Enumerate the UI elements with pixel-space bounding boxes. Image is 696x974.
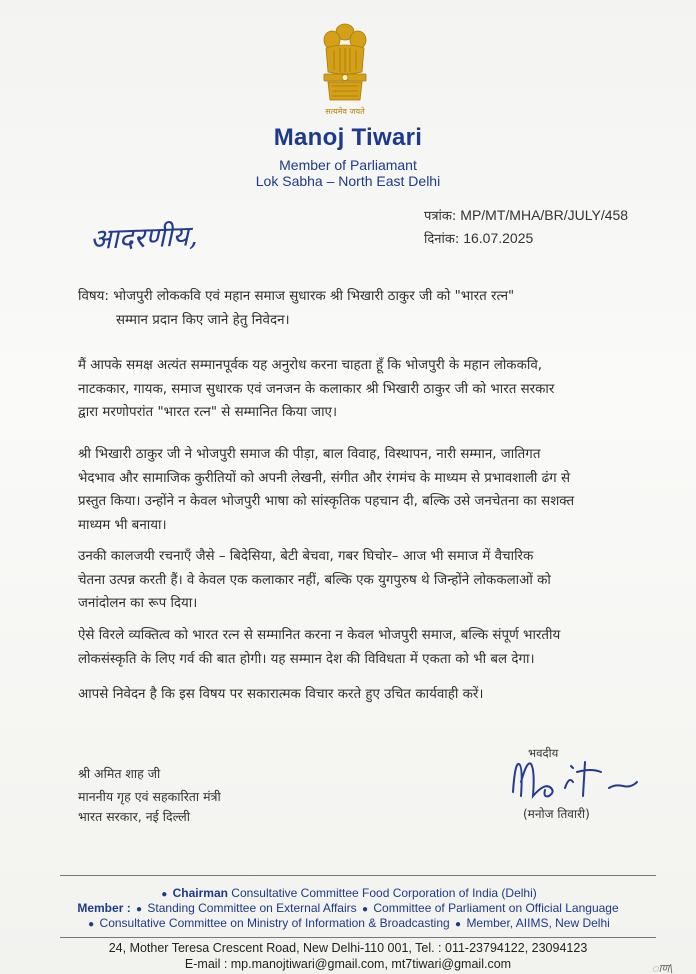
footer-member-item: Standing Committee on External Affairs [147, 901, 357, 915]
office-email: E-mail : mp.manojtiwari@gmail.com, mt7tiwari@gmail.com [184, 957, 512, 971]
paragraph-line: लोकसंस्कृति के लिए गर्व की बात होगी। यह सम्मान देश की विविधता में एकता को भी बल देगा। [78, 651, 535, 667]
bullet-icon: ● [161, 889, 168, 900]
bullet-icon: ● [136, 904, 143, 915]
paragraph-line: प्रस्तुत किया। उन्होंने न केवल भोजपुरी भाषा को सांस्कृतिक पहचान दी, बल्कि उसे जनचेतना का सशक्त [78, 494, 575, 509]
reference-value: MP/MT/MHA/BR/JULY/458 [460, 207, 629, 223]
bullet-icon: ● [455, 919, 462, 930]
body-paragraph-5 [78, 683, 648, 707]
letter-date [424, 229, 533, 247]
subject [78, 285, 648, 332]
paragraph-line: जनांदोलन का रूप दिया। [78, 596, 198, 611]
footer-divider [60, 937, 656, 938]
date-label: दिनांक: [424, 232, 460, 247]
body-paragraph-4 [78, 624, 648, 671]
office-address: 24, Mother Teresa Crescent Road, New Delhi-110 001, Tel. : 011-23794122, 23094123 [108, 941, 588, 955]
addressee-designation: माननीय गृह एवं सहकारिता मंत्री [78, 789, 221, 804]
paragraph-line: ऐसे विरले व्यक्तित्व को भारत रत्न से सम्मानित करना न केवल भोजपुरी समाज, बल्कि संपूर्ण भारतीय [78, 628, 561, 643]
paragraph-line: मैं आपके समक्ष अत्यंत सम्मानपूर्वक यह अनुरोध करना चाहता हूँ कि भोजपुरी के महान लोककवि, [78, 358, 543, 373]
signature-image [505, 752, 690, 810]
footer-chairman-line [0, 886, 696, 900]
footer-member-item: Consultative Committee on Ministry of Information & Broadcasting [99, 916, 450, 930]
closing-yours: भवदीय [528, 746, 559, 760]
paragraph-line: श्री भिखारी ठाकुर जी ने भोजपुरी समाज की पीड़ा, बाल विवाह, विस्थापन, नारी सम्मान, जातिगत [78, 447, 541, 462]
paragraph-line: नाटककार, गायक, समाज सुधारक एवं जनजन के कलाकार श्री भिखारी ठाकुर जी को भारत सरकार [78, 381, 555, 397]
bullet-icon: ● [362, 904, 369, 915]
body-paragraph-2 [78, 443, 648, 537]
bullet-icon: ● [88, 919, 95, 930]
salutation: आदरणीय, [89, 219, 199, 256]
body-paragraph-3 [78, 545, 648, 616]
paragraph-line: उनकी कालजयी रचनाएँ जैसे – बिदेसिया, बेटी बेचवा, गबर घिचोर– आज भी समाज में वैचारिक [78, 549, 534, 564]
reference-label: पत्रांक: [424, 209, 457, 224]
signer-name: (मनोज तिवारी) [523, 807, 590, 821]
footer-chairman-label: Chairman [172, 886, 228, 900]
addressee-name: श्री अमित शाह जी [78, 766, 161, 781]
footer-chairman-text: Consultative Committee Food Corporation of India (Delhi) [231, 886, 537, 900]
paragraph-line: आपसे निवेदन है कि इस विषय पर सकारात्मक विचार करते हुए उचित कार्यवाही करें। [78, 687, 484, 702]
subject-line: विषय: भोजपुरी लोककवि एवं महान समाज सुधारक श्री भिखारी ठाकुर जी को "भारत रत्न" [78, 289, 515, 304]
mp-role: Member of Parliamant [279, 157, 417, 173]
paragraph-line: चेतना उत्पन्न करती हैं। वे केवल एक कलाकार नहीं, बल्कि एक युगपुरुष थे जिन्होंने लोककलाओं को [78, 572, 551, 588]
paragraph-line: द्वारा मरणोपरांत "भारत रत्न" से सम्मानित किया जाए। [78, 405, 338, 420]
body-paragraph-1 [78, 354, 648, 425]
footer-committee-line [0, 916, 696, 930]
addressee-office: भारत सरकार, नई दिल्ली [78, 809, 190, 824]
footer-divider [60, 875, 656, 876]
mp-name: Manoj Tiwari [273, 124, 423, 151]
national-emblem-icon [314, 20, 376, 120]
reference-number [424, 206, 628, 224]
footer-member-line [0, 901, 696, 915]
emblem-caption-text: सत्यमेव जयते [325, 107, 365, 116]
footer-member-item: Committee of Parliament on Official Language [373, 901, 619, 915]
paragraph-line: माध्यम भी बनाया। [78, 517, 167, 533]
subject-line: सम्मान प्रदान किए जाने हेतु निवेदन। [116, 312, 290, 328]
date-value: 16.07.2025 [463, 230, 534, 246]
footer-member-item: Member, AIIMS, New Delhi [466, 916, 610, 930]
footer-member-label: Member : [77, 901, 131, 915]
paragraph-line: भेदभाव और सामाजिक कुरीतियों को अपनी लेखनी, संगीत और रंगमंच के माध्यम से प्रभावशाली ढंग से [78, 470, 571, 486]
corner-handwritten-note: ाण\ [652, 962, 674, 974]
mp-constituency: Lok Sabha – North East Delhi [255, 173, 441, 189]
